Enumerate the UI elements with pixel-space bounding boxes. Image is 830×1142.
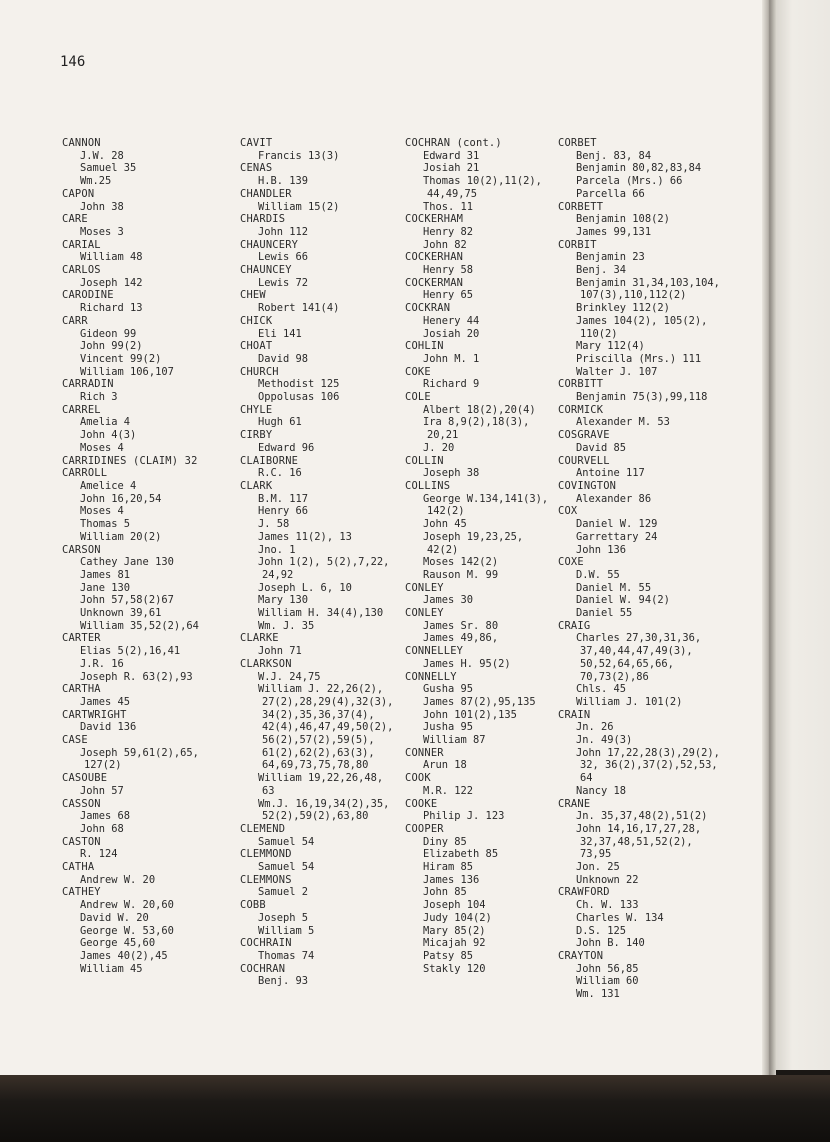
index-entry: Oppolusas 106 (258, 391, 340, 404)
index-entry: Wm. J. 35 (258, 619, 315, 632)
surname-heading: CHYLE (240, 403, 273, 416)
surname-heading: COOPER (405, 822, 444, 835)
surname-heading: CLEMMOND (240, 848, 292, 861)
index-entry: Eli 141 (258, 327, 302, 340)
index-entry: David 85 (576, 441, 627, 454)
index-entry-continuation: 44,49,75 (427, 187, 478, 200)
index-entry-continuation: 42(2) (427, 543, 459, 556)
index-entry: Lewis 66 (258, 251, 309, 264)
index-entry-continuation: 37,40,44,47,49(3), (580, 645, 693, 658)
index-entry: Jn. 49(3) (576, 734, 633, 747)
index-entry: Nancy 18 (576, 784, 627, 797)
index-entry: Vincent 99(2) (80, 352, 162, 365)
index-entry: John 85 (423, 886, 467, 899)
surname-heading: COKE (405, 365, 431, 378)
index-entry-continuation: 34(2),35,36,37(4), (262, 708, 375, 721)
index-entry: Daniel W. 94(2) (576, 594, 670, 607)
index-entry-continuation: 50,52,64,65,66, (580, 657, 674, 670)
surname-heading: CONNELLEY (405, 645, 464, 658)
index-entry: D.W. 55 (576, 568, 620, 581)
index-entry: Francis 13(3) (258, 149, 340, 162)
surname-heading: CARTHA (62, 683, 101, 696)
index-entry: Chls. 45 (576, 683, 627, 696)
surname-heading: COCKERHAN (405, 251, 464, 264)
index-column-3 (405, 137, 575, 975)
surname-heading: CORBET (558, 137, 597, 149)
surname-heading: CHAUNCERY (240, 238, 299, 251)
index-entry: Stakly 120 (423, 962, 486, 975)
index-entry: Brinkley 112(2) (576, 302, 670, 315)
index-entry: Joseph 38 (423, 467, 480, 480)
index-entry: Alexander M. 53 (576, 416, 670, 429)
index-entry: James 30 (423, 594, 474, 607)
surname-heading: CHOAT (240, 340, 273, 353)
surname-heading: COXE (558, 556, 584, 569)
surname-heading: CLARKE (240, 632, 279, 645)
surname-heading: COCHRAIN (240, 937, 292, 950)
index-entry: Wm.25 (80, 175, 112, 188)
index-entry: Samuel 35 (80, 162, 137, 175)
index-entry: James 99,131 (576, 225, 652, 238)
index-entry: Henry 65 (423, 289, 474, 302)
index-entry: Patsy 85 (423, 950, 474, 962)
index-entry: J.R. 16 (80, 657, 124, 670)
index-entry: Wm. 131 (576, 988, 620, 1001)
index-entry: John 71 (258, 645, 302, 658)
surname-heading: CARRADIN (62, 378, 114, 391)
surname-heading: CRAWFORD (558, 886, 610, 899)
index-entry: Rauson M. 99 (423, 568, 499, 581)
index-entry: J.W. 28 (80, 149, 124, 162)
index-entry: Charles W. 134 (576, 911, 664, 924)
index-entry: William 35,52(2),64 (80, 619, 199, 632)
index-entry: James 87(2),95,135 (423, 695, 536, 708)
surname-heading: CARREL (62, 403, 101, 416)
index-entry: Elizabeth 85 (423, 848, 499, 861)
index-entry: Elias 5(2),16,41 (80, 645, 181, 658)
index-entry: Thomas 10(2),11(2), (423, 175, 542, 188)
index-entry: Samuel 54 (258, 861, 315, 874)
index-entry: Joseph L. 6, 10 (258, 581, 352, 594)
index-entry: Henery 44 (423, 314, 480, 327)
index-entry: John 68 (80, 822, 124, 835)
surname-heading: CRANE (558, 797, 591, 810)
index-entry: Micajah 92 (423, 937, 486, 950)
surname-heading: CLEMMONS (240, 873, 292, 886)
index-entry: Judy 104(2) (423, 911, 492, 924)
index-column-1 (62, 137, 232, 975)
index-entry: Amelice 4 (80, 479, 137, 492)
index-entry: Mary 85(2) (423, 924, 486, 937)
index-entry: Samuel 54 (258, 835, 315, 848)
index-entry: Moses 3 (80, 225, 124, 238)
index-entry: John 99(2) (80, 340, 143, 353)
index-entry: J. 20 (423, 441, 455, 454)
index-entry: Jn. 35,37,48(2),51(2) (576, 810, 708, 823)
index-entry: Garrettary 24 (576, 530, 658, 543)
index-entry: William H. 34(4),130 (258, 607, 384, 620)
index-entry-continuation: 63 (262, 784, 275, 797)
surname-heading: CARSON (62, 543, 101, 556)
surname-heading: COCKRAN (405, 302, 451, 315)
index-entry: Andrew W. 20 (80, 873, 156, 886)
surname-heading: CLEMEND (240, 822, 286, 835)
index-entry-continuation: 70,73(2),86 (580, 670, 649, 683)
table-surface (0, 1075, 830, 1142)
index-entry: David W. 20 (80, 911, 149, 924)
index-entry: Thomas 74 (258, 950, 315, 962)
index-entry: Antoine 117 (576, 467, 645, 480)
surname-heading: CORBETT (558, 200, 604, 213)
surname-heading: CRAIG (558, 619, 591, 632)
index-entry-continuation: 20,21 (427, 429, 459, 442)
surname-heading: CARLOS (62, 264, 101, 277)
index-entry: Unknown 22 (576, 873, 639, 886)
index-entry: Benjamin 23 (576, 251, 645, 264)
index-entry: William 5 (258, 924, 315, 937)
surname-heading: CARODINE (62, 289, 114, 302)
index-entry: Jane 130 (80, 581, 131, 594)
index-entry: James 81 (80, 568, 131, 581)
surname-heading: CARR (62, 314, 88, 327)
surname-heading: CENAS (240, 162, 273, 175)
surname-heading: COCHRAN (cont.) (405, 137, 502, 149)
index-entry: John 17,22,28(3),29(2), (576, 746, 720, 759)
index-entry: James 49,86, (423, 632, 499, 645)
index-entry: Henry 58 (423, 264, 474, 277)
index-entry: James Sr. 80 (423, 619, 499, 632)
index-entry: Henry 82 (423, 225, 474, 238)
index-entry: George 45,60 (80, 937, 156, 950)
index-entry: Moses 142(2) (423, 556, 499, 569)
index-entry: Charles 27,30,31,36, (576, 632, 702, 645)
surname-heading: CHICK (240, 314, 273, 327)
index-entry: James 40(2),45 (80, 950, 168, 962)
index-entry: Cathey Jane 130 (80, 556, 174, 569)
surname-heading: CHEW (240, 289, 266, 302)
index-entry-continuation: 107(3),110,112(2) (580, 289, 687, 302)
index-entry: Moses 4 (80, 505, 124, 518)
index-entry: John 1(2), 5(2),7,22, (258, 556, 390, 569)
surname-heading: CLARK (240, 479, 273, 492)
index-entry: Diny 85 (423, 835, 467, 848)
index-entry: Edward 96 (258, 441, 315, 454)
index-entry-continuation: 24,92 (262, 568, 294, 581)
index-entry: James 104(2), 105(2), (576, 314, 708, 327)
index-entry: W.J. 24,75 (258, 670, 321, 683)
surname-heading: COBB (240, 899, 266, 912)
index-entry: Walter J. 107 (576, 365, 658, 378)
index-entry: Josiah 20 (423, 327, 480, 340)
surname-heading: CRAIN (558, 708, 591, 721)
index-entry: Jon. 25 (576, 861, 620, 874)
index-entry: Wm.J. 16,19,34(2),35, (258, 797, 390, 810)
index-entry: Priscilla (Mrs.) 111 (576, 352, 702, 365)
index-entry: Daniel M. 55 (576, 581, 652, 594)
page-number: 146 (60, 54, 86, 70)
surname-heading: COHLIN (405, 340, 444, 353)
index-entry: M.R. 122 (423, 784, 474, 797)
index-entry: Lewis 72 (258, 276, 309, 289)
index-entry: William 45 (80, 962, 143, 975)
index-entry: Joseph 104 (423, 899, 486, 912)
surname-heading: CHAUNCEY (240, 264, 292, 277)
index-entry: Methodist 125 (258, 378, 340, 391)
index-entry: J. 58 (258, 518, 290, 531)
index-entry-continuation: 42(4),46,47,49,50(2), (262, 721, 394, 734)
surname-heading: CANNON (62, 137, 101, 149)
index-entry: Benj. 83, 84 (576, 149, 652, 162)
index-entry: David 98 (258, 352, 309, 365)
index-entry: William 48 (80, 251, 143, 264)
surname-heading: CASSON (62, 797, 101, 810)
surname-heading: CASE (62, 734, 88, 747)
index-entry: R.C. 16 (258, 467, 302, 480)
index-entry: William 19,22,26,48, (258, 772, 384, 785)
index-entry: John 4(3) (80, 429, 137, 442)
index-entry: John 57,58(2)67 (80, 594, 174, 607)
index-entry: John 14,16,17,27,28, (576, 822, 702, 835)
index-entry: David 136 (80, 721, 137, 734)
surname-heading: COLE (405, 391, 431, 404)
index-entry: Arun 18 (423, 759, 467, 772)
index-entry: Amelia 4 (80, 416, 131, 429)
index-entry: James 45 (80, 695, 131, 708)
index-entry: Joseph 19,23,25, (423, 530, 524, 543)
surname-heading: CATHA (62, 861, 95, 874)
index-entry: John 56,85 (576, 962, 639, 975)
surname-heading: CARTER (62, 632, 101, 645)
index-entry: William 60 (576, 975, 639, 988)
surname-heading: CIRBY (240, 429, 273, 442)
index-entry: John 101(2),135 (423, 708, 517, 721)
index-entry: Benjamin 108(2) (576, 213, 670, 226)
index-entry: James 68 (80, 810, 131, 823)
index-entry: H.B. 139 (258, 175, 309, 188)
surname-heading: CARTWRIGHT (62, 708, 127, 721)
index-entry: Benjamin 31,34,103,104, (576, 276, 720, 289)
index-entry: Benjamin 75(3),99,118 (576, 391, 708, 404)
index-entry: Ch. W. 133 (576, 899, 639, 912)
surname-heading: CARE (62, 213, 88, 226)
index-entry: Jn. 26 (576, 721, 614, 734)
surname-heading: COSGRAVE (558, 429, 610, 442)
surname-heading: COLLIN (405, 454, 444, 467)
surname-heading: COURVELL (558, 454, 610, 467)
index-entry: R. 124 (80, 848, 118, 861)
surname-heading: CHARDIS (240, 213, 286, 226)
index-entry: John 136 (576, 543, 627, 556)
surname-heading: CATHEY (62, 886, 101, 899)
surname-heading: CARRIDINES (CLAIM) 32 (62, 454, 198, 467)
surname-heading: CONLEY (405, 581, 444, 594)
index-entry: William 106,107 (80, 365, 174, 378)
index-entry: Jno. 1 (258, 543, 296, 556)
surname-heading: COCKERMAN (405, 276, 464, 289)
index-entry: John B. 140 (576, 937, 645, 950)
index-column-4 (558, 137, 728, 1001)
index-entry: Jusha 95 (423, 721, 474, 734)
surname-heading: CASTON (62, 835, 101, 848)
index-entry: Gusha 95 (423, 683, 474, 696)
index-entry: Hugh 61 (258, 416, 302, 429)
index-entry: Joseph 5 (258, 911, 309, 924)
index-entry: William 15(2) (258, 200, 340, 213)
surname-heading: CORBIT (558, 238, 597, 251)
index-entry: John 45 (423, 518, 467, 531)
index-entry: Parcella 66 (576, 187, 645, 200)
surname-heading: CARIAL (62, 238, 101, 251)
surname-heading: CASOUBE (62, 772, 108, 785)
index-entry: Benjamin 80,82,83,84 (576, 162, 702, 175)
index-entry: Richard 13 (80, 302, 143, 315)
index-entry: William 20(2) (80, 530, 162, 543)
index-entry: Alexander 86 (576, 492, 652, 505)
surname-heading: CONNER (405, 746, 444, 759)
book-gutter (762, 0, 776, 1075)
surname-heading: CARROLL (62, 467, 108, 480)
index-entry-continuation: 56(2),57(2),59(5), (262, 734, 375, 747)
surname-heading: CHANDLER (240, 187, 292, 200)
index-entry: William J. 22,26(2), (258, 683, 384, 696)
index-entry: John 16,20,54 (80, 492, 162, 505)
surname-heading: CLAIBORNE (240, 454, 299, 467)
index-entry-continuation: 64,69,73,75,78,80 (262, 759, 369, 772)
index-entry: Joseph R. 63(2),93 (80, 670, 193, 683)
index-entry: Mary 112(4) (576, 340, 645, 353)
index-entry: Daniel W. 129 (576, 518, 658, 531)
index-entry: Philip J. 123 (423, 810, 505, 823)
index-entry: James H. 95(2) (423, 657, 511, 670)
index-entry: James 11(2), 13 (258, 530, 352, 543)
surname-heading: COX (558, 505, 578, 518)
index-entry: Albert 18(2),20(4) (423, 403, 536, 416)
index-entry: Henry 66 (258, 505, 309, 518)
index-entry: Thos. 11 (423, 200, 474, 213)
index-entry: Benj. 34 (576, 264, 627, 277)
index-entry: Moses 4 (80, 441, 124, 454)
index-entry-continuation: 73,95 (580, 848, 612, 861)
index-entry: Joseph 142 (80, 276, 143, 289)
surname-heading: CAPON (62, 187, 95, 200)
index-entry: Daniel 55 (576, 607, 633, 620)
index-entry: John 38 (80, 200, 124, 213)
surname-heading: CAVIT (240, 137, 273, 149)
index-entry-continuation: 32, 36(2),37(2),52,53, (580, 759, 718, 772)
index-entry: Ira 8,9(2),18(3), (423, 416, 530, 429)
index-entry: Richard 9 (423, 378, 480, 391)
index-entry-continuation: 27(2),28,29(4),32(3), (262, 695, 394, 708)
index-entry-continuation: 61(2),62(2),63(3), (262, 746, 375, 759)
surname-heading: COLLINS (405, 479, 451, 492)
index-entry: James 136 (423, 873, 480, 886)
surname-heading: CHURCH (240, 365, 279, 378)
index-entry: Hiram 85 (423, 861, 474, 874)
surname-heading: COOKE (405, 797, 438, 810)
index-entry: George W.134,141(3), (423, 492, 549, 505)
index-entry: William 87 (423, 734, 486, 747)
index-entry: William J. 101(2) (576, 695, 683, 708)
surname-heading: COVINGTON (558, 479, 617, 492)
surname-heading: CONNELLY (405, 670, 457, 683)
index-entry: Benj. 93 (258, 975, 309, 988)
surname-heading: CORBITT (558, 378, 604, 391)
index-entry-continuation: 64 (580, 772, 593, 785)
index-entry: Josiah 21 (423, 162, 480, 175)
index-entry: Thomas 5 (80, 518, 131, 531)
surname-heading: COCHRAN (240, 962, 286, 975)
index-entry-continuation: 32,37,48,51,52(2), (580, 835, 693, 848)
index-entry: Parcela (Mrs.) 66 (576, 175, 683, 188)
index-entry: John M. 1 (423, 352, 480, 365)
index-entry: Rich 3 (80, 391, 118, 404)
index-entry: George W. 53,60 (80, 924, 174, 937)
surname-heading: COOK (405, 772, 431, 785)
facing-page-edge (776, 0, 830, 1070)
surname-heading: CORMICK (558, 403, 604, 416)
index-entry-continuation: 110(2) (580, 327, 618, 340)
index-entry: Gideon 99 (80, 327, 137, 340)
index-entry: Unknown 39,61 (80, 607, 162, 620)
index-entry: Andrew W. 20,60 (80, 899, 174, 912)
index-entry-continuation: 142(2) (427, 505, 465, 518)
index-column-2 (240, 137, 410, 988)
index-entry: Mary 130 (258, 594, 309, 607)
index-entry: Samuel 2 (258, 886, 309, 899)
index-entry: John 112 (258, 225, 309, 238)
index-entry: Robert 141(4) (258, 302, 340, 315)
index-entry-continuation: 52(2),59(2),63,80 (262, 810, 369, 823)
index-entry: Joseph 59,61(2),65, (80, 746, 199, 759)
index-entry: John 82 (423, 238, 467, 251)
surname-heading: CONLEY (405, 607, 444, 620)
index-entry: B.M. 117 (258, 492, 309, 505)
surname-heading: CLARKSON (240, 657, 292, 670)
index-entry: Edward 31 (423, 149, 480, 162)
index-entry: John 57 (80, 784, 124, 797)
index-entry: D.S. 125 (576, 924, 627, 937)
surname-heading: CRAYTON (558, 950, 604, 962)
surname-heading: COCKERHAM (405, 213, 464, 226)
index-entry-continuation: 127(2) (84, 759, 122, 772)
